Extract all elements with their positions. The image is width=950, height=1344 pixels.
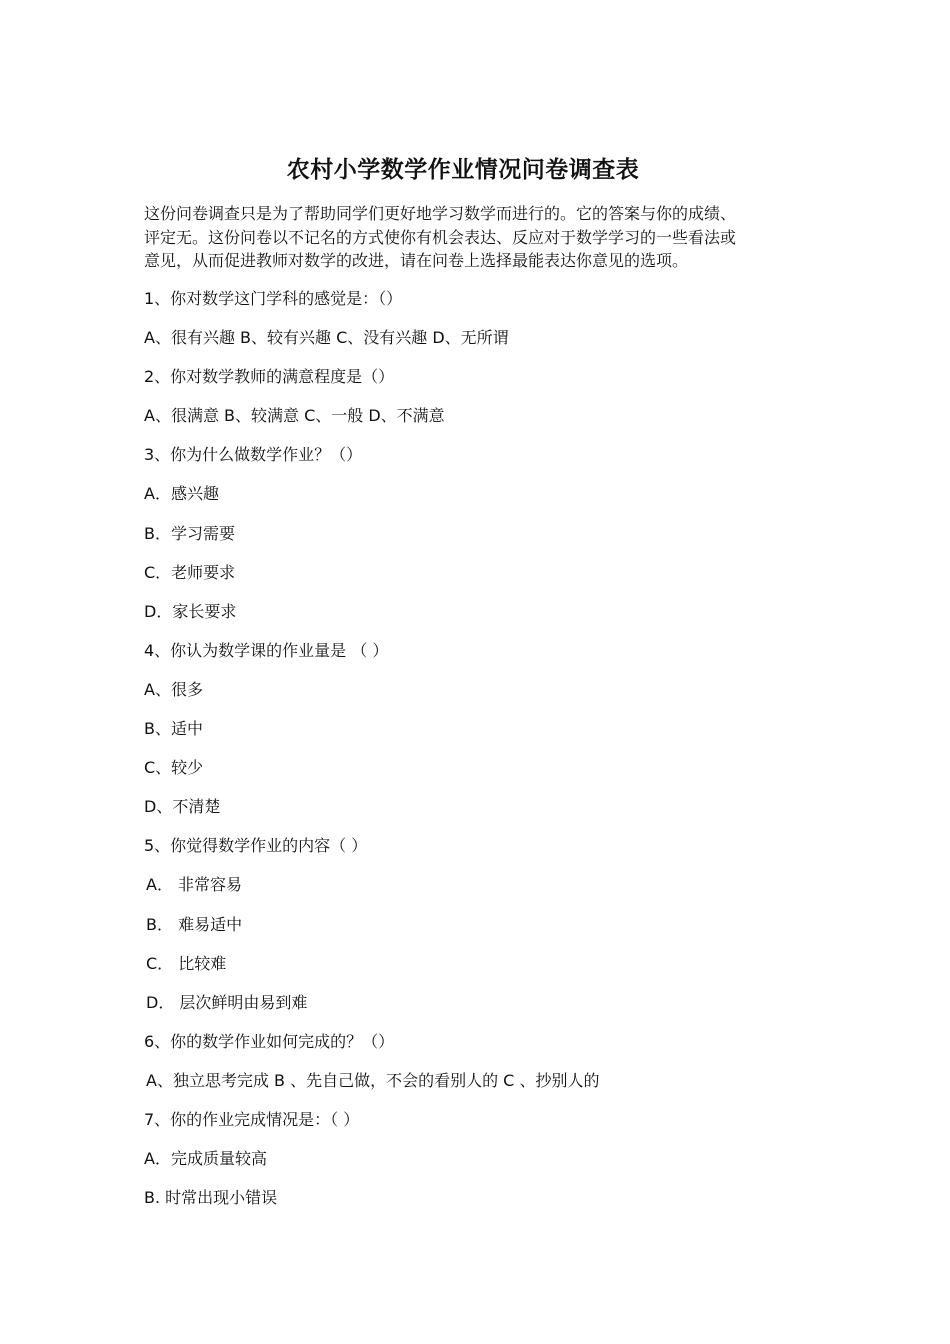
question-4-option-a: A、很多 (144, 679, 203, 699)
question-3-option-a: A．感兴趣 (144, 484, 219, 504)
question-4-option-b: B、适中 (144, 719, 203, 739)
question-6-options: A、独立思考完成 B 、先自己做，不会的看别人的 C 、抄别人的 (146, 1070, 600, 1090)
question-5-option-a: A． 非常容易 (146, 875, 243, 895)
intro-paragraph (144, 202, 804, 273)
intro-line: 这份问卷调查只是为了帮助同学们更好地学习数学而进行的。它的答案与你的成绩、 (144, 204, 737, 223)
question-3-option-c: C．老师要求 (144, 562, 236, 582)
question-5-option-c: C． 比较难 (146, 953, 227, 973)
question-3-option-d: D．家长要求 (144, 601, 237, 621)
question-3: 3、你为什么做数学作业？（） (144, 445, 363, 465)
question-5-option-d: D． 层次鲜明由易到难 (146, 992, 308, 1012)
question-list (144, 287, 844, 1225)
question-5: 5、你觉得数学作业的内容（ ） (144, 836, 368, 856)
question-2: 2、你对数学教师的满意程度是（） (144, 367, 395, 387)
question-7-option-b: B. 时常出现小错误 (144, 1188, 278, 1208)
question-4-option-c: C、较少 (144, 758, 204, 778)
question-7: 7、你的作业完成情况是：（ ） (144, 1109, 360, 1129)
question-3-option-b: B．学习需要 (144, 523, 235, 543)
document-title: 农村小学数学作业情况问卷调查表 (286, 157, 640, 183)
question-4-option-d: D、不清楚 (144, 797, 221, 817)
question-6: 6、你的数学作业如何完成的？（） (144, 1031, 395, 1051)
intro-line: 评定无。这份问卷以不记名的方式使你有机会表达、反应对于数学学习的一些看法或 (144, 227, 737, 247)
question-4: 4、你认为数学课的作业量是 （ ） (144, 640, 389, 660)
question-7-option-a: A．完成质量较高 (144, 1149, 267, 1169)
question-5-option-b: B． 难易适中 (146, 914, 243, 934)
question-2-options: A、很满意 B、较满意 C、一般 D、不满意 (144, 406, 445, 426)
question-1-options: A、很有兴趣 B、较有兴趣 C、没有兴趣 D、无所谓 (144, 328, 509, 348)
intro-line: 意见，从而促进教师对数学的改进，请在问卷上选择最能表达你意见的选项。 (144, 251, 689, 270)
question-1: 1、你对数学这门学科的感觉是：（） (144, 289, 403, 308)
